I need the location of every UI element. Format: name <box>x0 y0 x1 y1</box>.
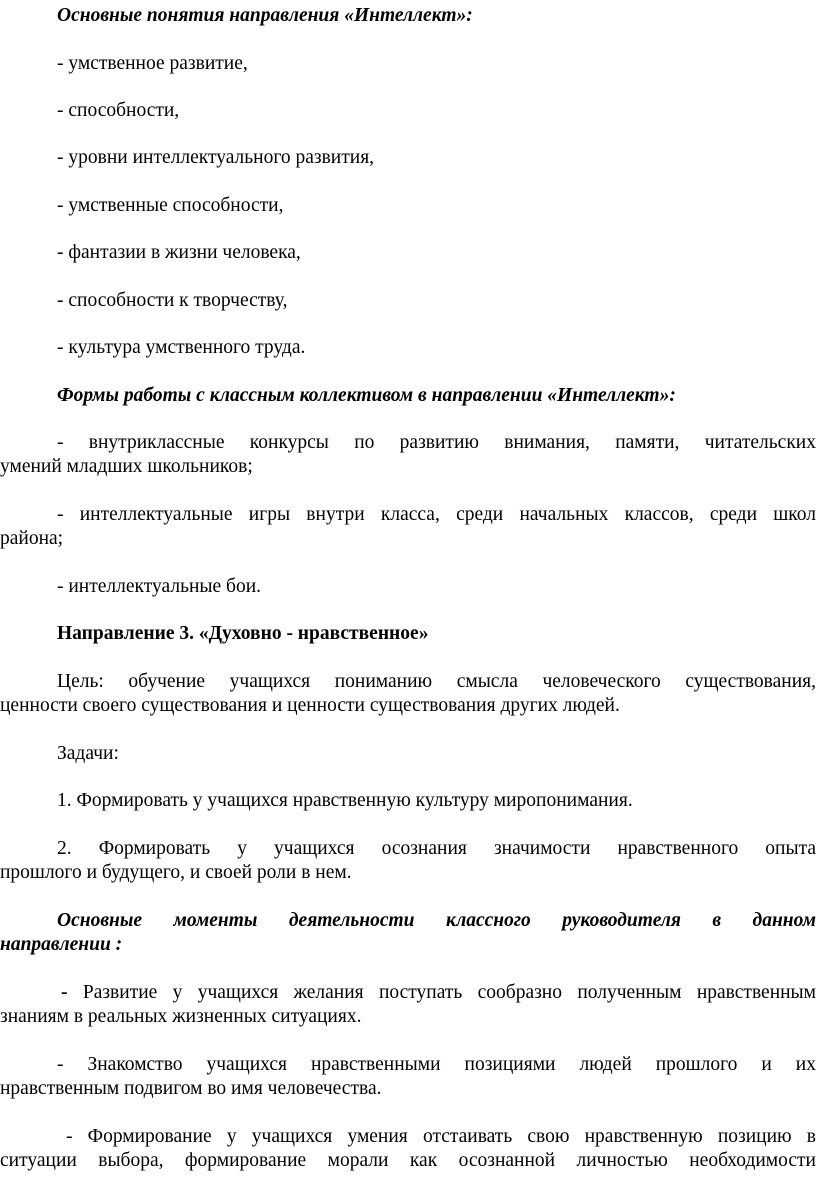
tasks-label: Задачи: <box>57 743 119 764</box>
moment-item: - Знакомство учащихся нравственными позициями людей прошлого и их <box>57 1054 816 1075</box>
task-item: 1. Формировать у учащихся нравственную культуру миропонимания. <box>57 790 633 811</box>
form-item-line: - интеллектуальные игры внутри класса, среди начальных классов, среди школ <box>57 504 816 525</box>
task-item: 2. Формировать у учащихся осознания значимости нравственного опыта <box>57 838 816 859</box>
moment-item: ситуации выбора, формирование морали как осознанной личностью необходимости <box>0 1150 816 1171</box>
list-item: - умственные способности, <box>57 195 284 216</box>
list-item: - умственное развитие, <box>57 53 248 74</box>
heading-work-forms: Формы работы с классным коллективом в направлении «Интеллект»: <box>57 385 676 406</box>
goal-line: Цель: обучение учащихся пониманию смысла человеческого существования, <box>57 671 816 692</box>
moment-item: знаниям в реальных жизненных ситуациях. <box>0 1006 362 1027</box>
list-item: - фантазии в жизни человека, <box>57 242 301 263</box>
form-item-line: - внутриклассные конкурсы по развитию внимания, памяти, читательских <box>57 432 816 453</box>
moment-text: Развитие у учащихся желания поступать сообразно полученным нравственным <box>82 982 816 1003</box>
moment-item: - Формирование у учащихся умения отстаивать свою нравственную позицию в <box>66 1126 816 1147</box>
list-item: - способности к творчеству, <box>57 290 288 311</box>
moment-item <box>61 981 816 1005</box>
task-item: прошлого и будущего, и своей роли в нем. <box>0 862 352 883</box>
moment-item: нравственным подвигом во имя человечества. <box>0 1078 382 1099</box>
moment-dash: - <box>61 982 68 1003</box>
form-item-line: умений младших школьников; <box>0 456 253 477</box>
form-item-line: - интеллектуальные бои. <box>57 576 262 597</box>
direction-title: Направление 3. «Духовно - нравственное» <box>57 623 429 644</box>
heading-teacher-moments: Основные моменты деятельности классного руководителя в данном <box>57 910 816 931</box>
goal-line: ценности своего существования и ценности существования других людей. <box>0 695 620 716</box>
form-item-line: района; <box>0 528 64 549</box>
heading-teacher-moments: направлении : <box>0 934 123 955</box>
list-item: - способности, <box>57 100 180 121</box>
list-item: - культура умственного труда. <box>57 337 306 358</box>
list-item: - уровни интеллектуального развития, <box>57 147 375 168</box>
heading-intellect-concepts: Основные понятия направления «Интеллект»: <box>57 5 473 26</box>
